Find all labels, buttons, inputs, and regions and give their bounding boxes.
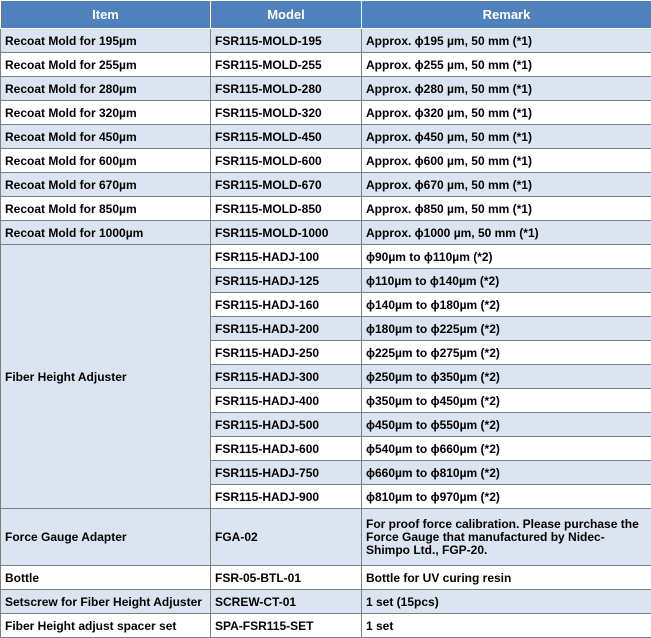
remark-cell: ϕ350µm to ϕ450µm (*2) bbox=[362, 389, 651, 413]
item-cell: Recoat Mold for 1000µm bbox=[1, 221, 211, 245]
model-cell: FSR115-HADJ-500 bbox=[211, 413, 362, 437]
model-cell: FSR115-HADJ-750 bbox=[211, 461, 362, 485]
table-row bbox=[1, 509, 651, 566]
model-cell: FSR115-HADJ-400 bbox=[211, 389, 362, 413]
remark-cell: Approx. ϕ600 µm, 50 mm (*1) bbox=[362, 149, 651, 173]
model-cell: FSR115-MOLD-280 bbox=[211, 77, 362, 101]
model-cell: FSR115-MOLD-320 bbox=[211, 101, 362, 125]
remark-cell: Approx. ϕ1000 µm, 50 mm (*1) bbox=[362, 221, 651, 245]
table-row bbox=[1, 29, 651, 53]
item-cell: Recoat Mold for 255µm bbox=[1, 53, 211, 77]
item-cell: Recoat Mold for 600µm bbox=[1, 149, 211, 173]
model-cell: FSR115-MOLD-255 bbox=[211, 53, 362, 77]
remark-cell: Approx. ϕ320 µm, 50 mm (*1) bbox=[362, 101, 651, 125]
model-cell: FSR115-HADJ-200 bbox=[211, 317, 362, 341]
remark-cell: Approx. ϕ450 µm, 50 mm (*1) bbox=[362, 125, 651, 149]
remark-cell: Approx. ϕ850 µm, 50 mm (*1) bbox=[362, 197, 651, 221]
item-cell: Bottle bbox=[1, 566, 211, 590]
model-cell: FSR115-HADJ-160 bbox=[211, 293, 362, 317]
item-cell: Force Gauge Adapter bbox=[1, 509, 211, 566]
remark-cell: 1 set (15pcs) bbox=[362, 590, 651, 614]
table-row bbox=[1, 125, 651, 149]
remark-cell: Approx. ϕ195 µm, 50 mm (*1) bbox=[362, 29, 651, 53]
remark-cell: ϕ540µm to ϕ660µm (*2) bbox=[362, 437, 651, 461]
remark-cell: 1 set bbox=[362, 614, 651, 638]
model-cell: FSR115-MOLD-195 bbox=[211, 29, 362, 53]
column-header-item: Item bbox=[1, 1, 211, 29]
table-row bbox=[1, 590, 651, 614]
column-header-model: Model bbox=[211, 1, 362, 29]
model-cell: SCREW-CT-01 bbox=[211, 590, 362, 614]
model-cell: FGA-02 bbox=[211, 509, 362, 566]
table-row bbox=[1, 53, 651, 77]
remark-cell: ϕ250µm to ϕ350µm (*2) bbox=[362, 365, 651, 389]
remark-cell: ϕ225µm to ϕ275µm (*2) bbox=[362, 341, 651, 365]
remark-cell: Approx. ϕ255 µm, 50 mm (*1) bbox=[362, 53, 651, 77]
item-cell: Recoat Mold for 670µm bbox=[1, 173, 211, 197]
table-row bbox=[1, 566, 651, 590]
model-cell: FSR115-HADJ-300 bbox=[211, 365, 362, 389]
model-cell: FSR115-HADJ-100 bbox=[211, 245, 362, 269]
model-cell: FSR115-MOLD-450 bbox=[211, 125, 362, 149]
table-row bbox=[1, 245, 651, 269]
item-cell: Recoat Mold for 450µm bbox=[1, 125, 211, 149]
item-cell: Setscrew for Fiber Height Adjuster bbox=[1, 590, 211, 614]
item-cell: Recoat Mold for 320µm bbox=[1, 101, 211, 125]
remark-cell: ϕ660µm to ϕ810µm (*2) bbox=[362, 461, 651, 485]
remark-cell: Bottle for UV curing resin bbox=[362, 566, 651, 590]
table-row bbox=[1, 221, 651, 245]
model-cell: FSR115-HADJ-125 bbox=[211, 269, 362, 293]
model-cell: FSR115-MOLD-850 bbox=[211, 197, 362, 221]
model-cell: FSR115-HADJ-600 bbox=[211, 437, 362, 461]
item-cell: Recoat Mold for 195µm bbox=[1, 29, 211, 53]
item-cell-fiber-height-adjuster: Fiber Height Adjuster bbox=[1, 245, 211, 509]
column-header-remark: Remark bbox=[362, 1, 651, 29]
table-row bbox=[1, 77, 651, 101]
item-cell: Recoat Mold for 850µm bbox=[1, 197, 211, 221]
remark-cell: Approx. ϕ670 µm, 50 mm (*1) bbox=[362, 173, 651, 197]
table-row bbox=[1, 614, 651, 638]
table-row bbox=[1, 197, 651, 221]
remark-cell: ϕ90µm to ϕ110µm (*2) bbox=[362, 245, 651, 269]
model-cell: FSR115-MOLD-600 bbox=[211, 149, 362, 173]
remark-cell: ϕ450µm to ϕ550µm (*2) bbox=[362, 413, 651, 437]
model-cell: FSR115-MOLD-670 bbox=[211, 173, 362, 197]
remark-cell: ϕ810µm to ϕ970µm (*2) bbox=[362, 485, 651, 509]
remark-cell: For proof force calibration. Please purchase the Force Gauge that manufactured by Nidec-Shimpo Ltd., FGP-20. bbox=[362, 509, 651, 566]
model-cell: FSR-05-BTL-01 bbox=[211, 566, 362, 590]
model-cell: FSR115-MOLD-1000 bbox=[211, 221, 362, 245]
model-cell: FSR115-HADJ-250 bbox=[211, 341, 362, 365]
table-header-row bbox=[1, 1, 651, 29]
table-row bbox=[1, 173, 651, 197]
table-row bbox=[1, 101, 651, 125]
model-cell: SPA-FSR115-SET bbox=[211, 614, 362, 638]
item-cell: Recoat Mold for 280µm bbox=[1, 77, 211, 101]
item-cell: Fiber Height adjust spacer set bbox=[1, 614, 211, 638]
remark-cell: ϕ180µm to ϕ225µm (*2) bbox=[362, 317, 651, 341]
remark-cell: Approx. ϕ280 µm, 50 mm (*1) bbox=[362, 77, 651, 101]
remark-cell: ϕ110µm to ϕ140µm (*2) bbox=[362, 269, 651, 293]
model-cell: FSR115-HADJ-900 bbox=[211, 485, 362, 509]
remark-cell: ϕ140µm to ϕ180µm (*2) bbox=[362, 293, 651, 317]
table-row bbox=[1, 149, 651, 173]
